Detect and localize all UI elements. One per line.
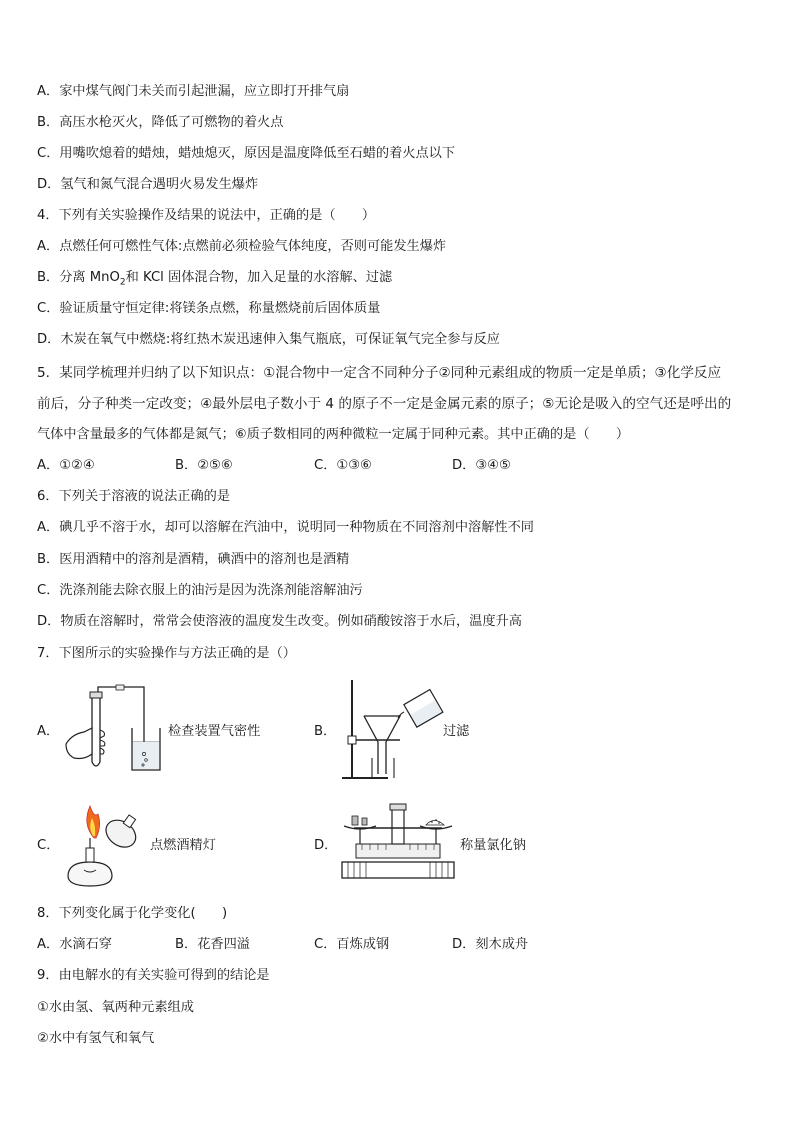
q7-option-c-label: 点燃酒精灯 [150,838,216,853]
q7-option-c-letter: C． [37,838,60,853]
q7-option-d-letter: D． [314,838,338,853]
q9-item-1: ①水由氢、氧两种元素组成 [37,1000,194,1015]
q4-option-b-sub: 2 [119,277,126,288]
q6-option-b: B．医用酒精中的溶剂是酒精，碘酒中的溶剂也是酒精 [37,552,350,567]
alcohol-lamp-lighting-illustration [60,800,152,892]
q7-option-d-label: 称量氯化钠 [460,838,526,853]
q4-stem: 4．下列有关实验操作及结果的说法中，正确的是（ ） [37,208,376,223]
filtration-illustration [338,678,448,782]
q8-option-b: B．花香四溢 [175,937,250,952]
q6-option-d: D．物质在溶解时，常常会使溶液的温度发生改变。例如硝酸铵溶于水后，温度升高 [37,614,522,629]
q8-option-c: C．百炼成钢 [314,937,390,952]
q3-option-a: A．家中煤气阀门未关而引起泄漏，应立即打开排气扇 [37,84,350,99]
q4-option-b-post: 和 KCl 固体混合物，加入足量的水溶解、过滤 [125,270,393,285]
q6-option-a: A．碘几乎不溶于水，却可以溶解在汽油中，说明同一种物质在不同溶剂中溶解性不同 [37,520,534,535]
q8-stem: 8．下列变化属于化学变化( ) [37,906,228,921]
q4-option-b [37,270,392,286]
q6-stem: 6．下列关于溶液的说法正确的是 [37,489,231,504]
q8-option-d: D．刻木成舟 [452,937,529,952]
q3-option-b: B．高压水枪灭火，降低了可燃物的着火点 [37,115,284,130]
q5-stem-line1: 5．某同学梳理并归纳了以下知识点：①混合物中一定含不同种分子②同种元素组成的物质一定是单质；③化学反应 [37,365,722,381]
q7-option-b-label: 过滤 [443,724,470,739]
q9-item-2: ②水中有氢气和氧气 [37,1031,155,1046]
q6-option-c: C．洗涤剂能去除衣服上的油污是因为洗涤剂能溶解油污 [37,583,363,598]
q5-option-b: B．②⑤⑥ [175,458,233,473]
balance-scale-illustration [338,802,458,886]
q4-option-c: C．验证质量守恒定律:将镁条点燃，称量燃烧前后固体质量 [37,301,381,316]
q5-option-c: C．①③⑥ [314,458,372,473]
q9-stem: 9．由电解水的有关实验可得到的结论是 [37,968,270,983]
q5-option-a: A．①②④ [37,458,95,473]
q7-option-a-letter: A． [37,724,60,739]
q7-option-a-label: 检查装置气密性 [168,724,261,739]
q5-stem-line2: 前后，分子种类一定改变；④最外层电子数小于 4 的原子不一定是金属元素的原子；⑤无论是吸入的空气还是呼出的 [37,396,732,412]
q3-option-c: C．用嘴吹熄着的蜡烛，蜡烛熄灭，原因是温度降低至石蜡的着火点以下 [37,146,456,161]
q3-option-d: D．氢气和氮气混合遇明火易发生爆炸 [37,177,259,192]
q4-option-d: D．木炭在氧气中燃烧:将红热木炭迅速伸入集气瓶底，可保证氧气完全参与反应 [37,332,500,347]
q4-option-a: A．点燃任何可燃性气体:点燃前必须检验气体纯度，否则可能发生爆炸 [37,239,447,254]
q8-option-a: A．水滴石穿 [37,937,112,952]
q5-option-d: D．③④⑤ [452,458,511,473]
q5-stem-line3: 气体中含量最多的气体都是氮气；⑥质子数相同的两种微粒一定属于同种元素。其中正确的是（ ） [37,427,630,442]
q7-option-b-letter: B． [314,724,337,739]
airtightness-test-illustration [62,684,172,776]
q7-stem: 7．下图所示的实验操作与方法正确的是（） [37,646,296,661]
q4-option-b-pre: B．分离 MnO [37,270,120,285]
